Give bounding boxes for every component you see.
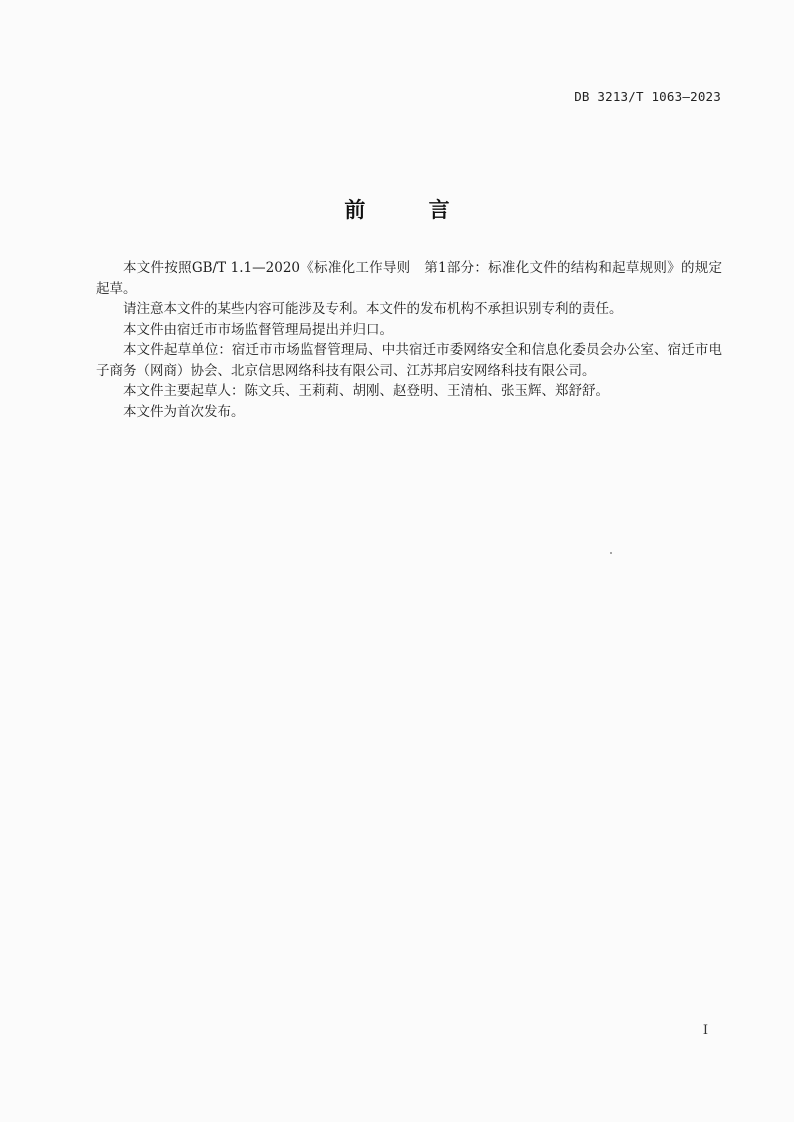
document-code: DB 3213/T 1063—2023 [574, 89, 721, 104]
paragraph-first-release: 本文件为首次发布。 [123, 403, 245, 420]
paragraph-drafters: 本文件主要起草人：陈文兵、王莉莉、胡刚、赵登明、王清柏、张玉辉、郑舒舒。 [123, 383, 609, 399]
paragraph-patent-notice: 请注意本文件的某些内容可能涉及专利。本文件的发布机构不承担识别专利的责任。 [123, 301, 623, 317]
foreword-body [96, 258, 722, 422]
scan-speck [610, 552, 612, 554]
paragraph-drafting-rules: 本文件按照GB/T 1.1—2020《标准化工作导则 第1部分：标准化文件的结构和起草规则》的规定起草。 [96, 260, 722, 297]
page-title: 前 言 [344, 198, 478, 222]
paragraph-proposer: 本文件由宿迁市市场监督管理局提出并归口。 [123, 321, 393, 338]
page-number: I [702, 1023, 708, 1038]
paragraph-drafting-units: 本文件起草单位：宿迁市市场监督管理局、中共宿迁市委网络安全和信息化委员会办公室、宿迁市电子商务（网商）协会、北京信思网络科技有限公司、江苏邦启安网络科技有限公司。 [96, 342, 722, 379]
